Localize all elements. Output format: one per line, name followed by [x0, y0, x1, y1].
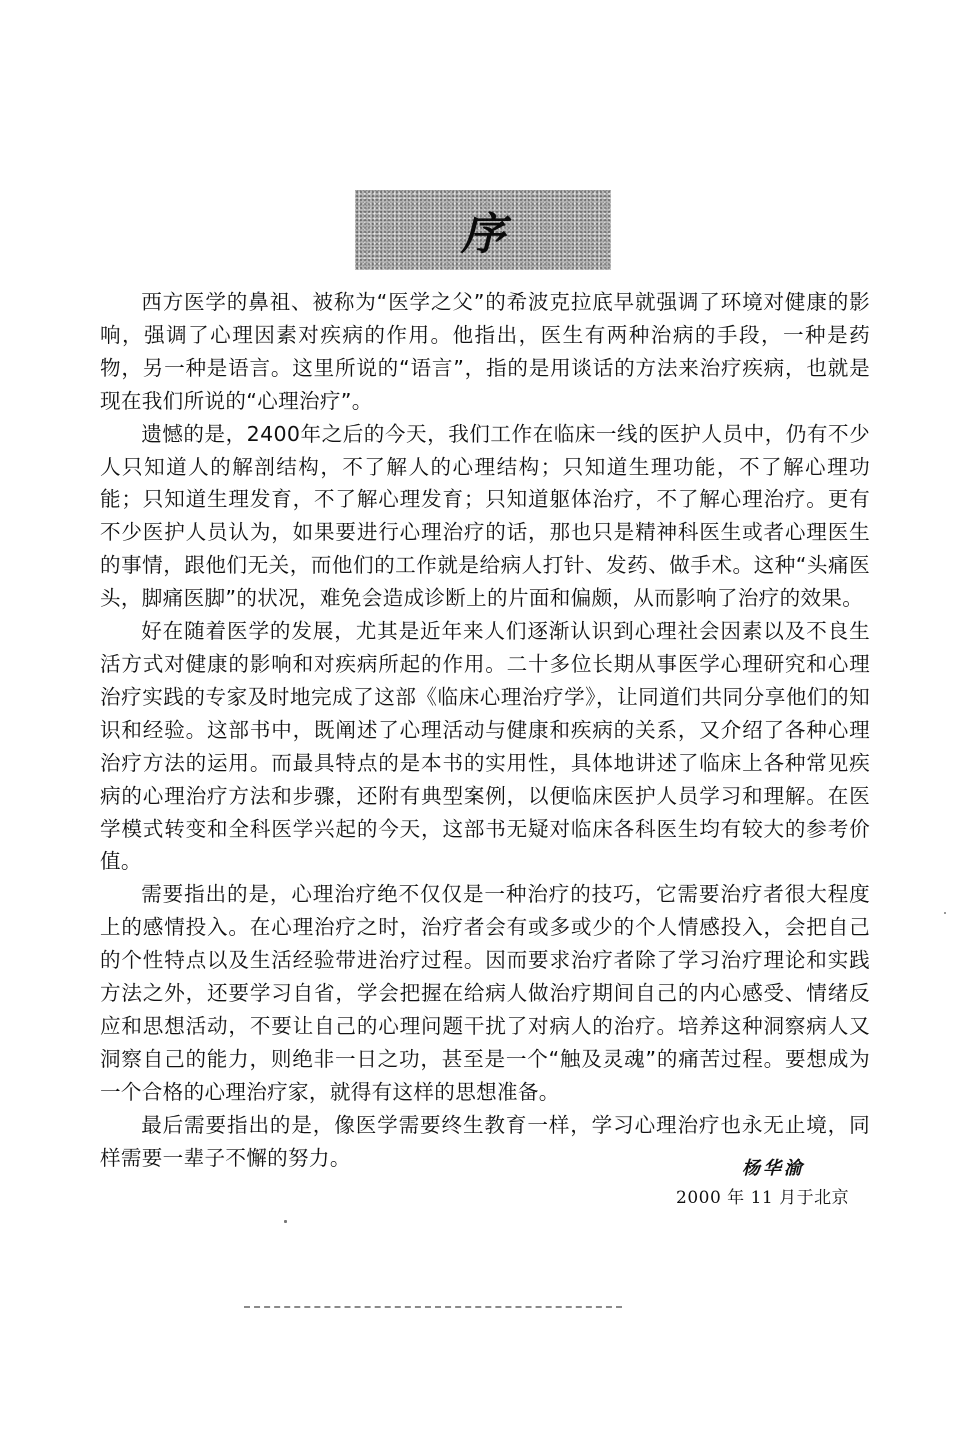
footer-rule: [244, 1306, 622, 1308]
paragraph: 好在随着医学的发展，尤其是近年来人们逐渐认识到心理社会因素以及不良生活方式对健康的影响和对疾病所起的作用。二十多位长期从事医学心理研究和心理治疗实践的专家及时地完成了这部《临床心理治疗学》，让同道们共同分享他们的知识和经验。这部书中，既阐述了心理活动与健康和疾病的关系，又介绍了各种心理治疗方法的运用。而最具特点的是本书的实用性，具体地讲述了临床上各种常见疾病的心理治疗方法和步骤，还附有典型案例，以便临床医护人员学习和理解。在医学模式转变和全科医学兴起的今天，这部书无疑对临床各科医生均有较大的参考价值。: [100, 619, 870, 874]
paragraph: 需要指出的是，心理治疗绝不仅仅是一种治疗的技巧，它需要治疗者很大程度上的感情投入。在心理治疗之时，治疗者会有或多或少的个人情感投入，会把自己的个性特点以及生活经验带进治疗过程。因而要求治疗者除了学习治疗理论和实践方法之外，还要学习自省，学会把握在给病人做治疗期间自己的内心感受、情绪反应和思想活动，不要让自己的心理问题干扰了对病人的治疗。培养这种洞察病人又洞察自己的能力，则绝非一日之功，甚至是一个“触及灵魂”的痛苦过程。要想成为一个合格的心理治疗家，就得有这样的思想准备。: [100, 882, 870, 1104]
preface-body: [100, 286, 870, 1174]
scan-speck: [944, 912, 946, 914]
scan-speck: [284, 1220, 287, 1223]
page-title: 序: [461, 209, 505, 260]
paragraph: 最后需要指出的是，像医学需要终生教育一样，学习心理治疗也永无止境，同样需要一辈子不懈的努力。: [100, 1112, 870, 1170]
date-place: 2000 年 11 月于北京: [676, 1188, 850, 1208]
author-signature: 杨华渝: [742, 1158, 805, 1179]
paragraph: 遗憾的是，2400年之后的今天，我们工作在临床一线的医护人员中，仍有不少人只知道人的解剖结构，不了解人的心理结构；只知道生理功能，不了解心理功能；只知道生理发育，不了解心理发育；只知道躯体治疗，不了解心理治疗。更有不少医护人员认为，如果要进行心理治疗的话，那也只是精神科医生或者心理医生的事情，跟他们无关，而他们的工作就是给病人打针、发药、做手术。这种“头痛医头，脚痛医脚”的状况，难免会造成诊断上的片面和偏颇，从而影响了治疗的效果。: [100, 421, 870, 611]
paragraph: 西方医学的鼻祖、被称为“医学之父”的希波克拉底早就强调了环境对健康的影响，强调了心理因素对疾病的作用。他指出，医生有两种治病的手段，一种是药物，另一种是语言。这里所说的“语言”，指的是用谈话的方法来治疗疾病，也就是现在我们所说的“心理治疗”。: [100, 290, 870, 413]
title-banner: [355, 190, 611, 270]
